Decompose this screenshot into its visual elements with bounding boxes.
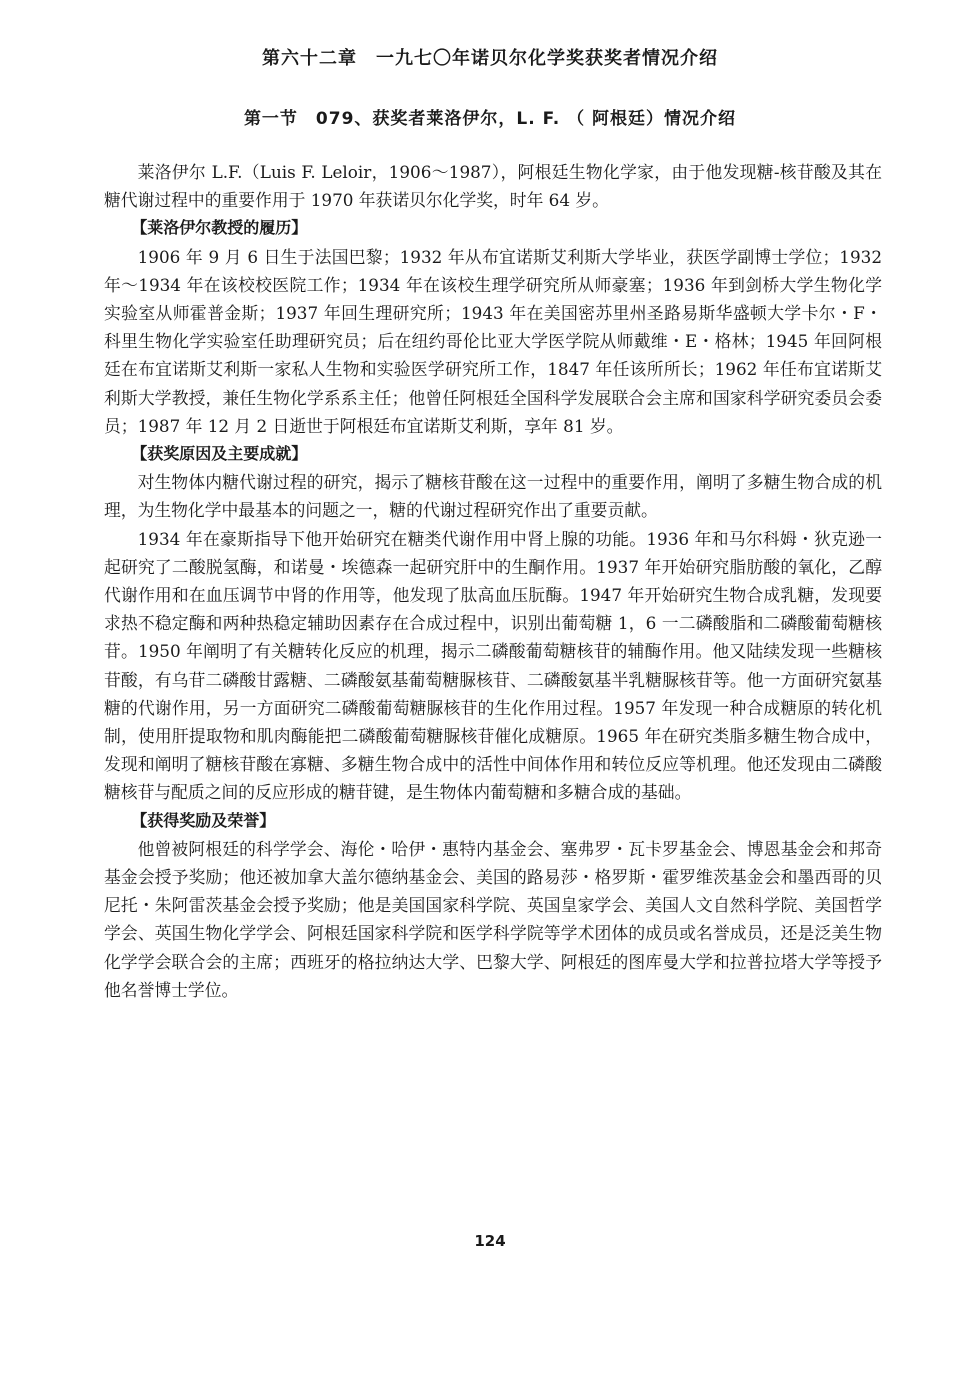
paragraph-achievements-detail: 1934 年在豪斯指导下他开始研究在糖类代谢作用中肾上腺的功能。1936 年和马尔科姆・狄克逊一起研究了二酸脱氢酶，和诺曼・埃德森一起研究肝中的生酮作用。1937 年开始研究脂肪酸的氧化，乙醇代谢作用和在血压调节中肾的作用等，他发现了肽高血压朊酶。1947 年开始研究生物合成乳糖，发现要求热不稳定酶和两种热稳定辅助因素存在合成过程中，识别出葡萄糖 1，6 一二磷酸脂和二磷酸葡萄糖核苷。1950 年阐明了有关糖转化反应的机理，揭示二磷酸葡萄糖核苷的辅酶作用。他又陆续发现一些糖核苷酸，有乌苷二磷酸甘露糖、二磷酸氨基葡萄糖脲核苷、二磷酸氨基半乳糖脲核苷等。他一方面研究氨基糖的代谢作用，另一方面研究二磷酸葡萄糖脲核苷的生化作用过程。1957 年发现一种合成糖原的转化机制，使用肝提取物和肌肉酶能把二磷酸葡萄糖脲核苷催化成糖原。1965 年在研究类脂多糖生物合成中，发现和阐明了糖核苷酸在寡糖、多糖生物合成中的活性中间体作用和转位反应等机理。他还发现由二磷酸糖核苷与配质之间的反应形成的糖苷键，是生物体内葡萄糖和多糖合成的基础。 — [104, 528, 882, 803]
heading-biography: 【莱洛伊尔教授的履历】 — [131, 218, 308, 238]
paragraph-biography: 1906 年 9 月 6 日生于法国巴黎；1932 年从布宜诺斯艾利斯大学毕业，获医学副博士学位；1932 年～1934 年在该校校医院工作；1934 年在该校生理学研究所从师豪塞；1936 年到剑桥大学生物化学实验室从师霍普金斯；1937 年回生理研究所；1943 年在美国密苏里州圣路易斯华盛顿大学卡尔・F・科里生物化学实验室任助理研究员；后在纽约哥伦比亚大学医学院从师戴维・E・格林；1945 年回阿根廷在布宜诺斯艾利斯一家私人生物和实验医学研究所工作，1847 年任该所所长；1962 年任布宜诺斯艾利斯大学教授，兼任生物化学系系主任；他曾任阿根廷全国科学发展联合会主席和国家科学研究委员会委员；1987 年 12 月 2 日逝世于阿根廷布宜诺斯艾利斯，享年 81 岁。 — [104, 246, 882, 436]
heading-achievements: 【获奖原因及主要成就】 — [131, 444, 308, 464]
heading-honors: 【获得奖励及荣誉】 — [131, 810, 276, 830]
section-title: 第一节 079、获奖者莱洛伊尔，L. F. （ 阿根廷）情况介绍 — [243, 109, 737, 129]
paragraph-achievements-summary: 对生物体内糖代谢过程的研究，揭示了糖核苷酸在这一过程中的重要作用，阐明了多糖生物合成的机理，为生物化学中最基本的问题之一，糖的代谢过程研究作出了重要贡献。 — [104, 472, 882, 521]
article-body — [104, 158, 882, 1004]
intro-paragraph: 莱洛伊尔 L.F.（Luis F. Leloir，1906～1987），阿根廷生物化学家，由于他发现糖-核苷酸及其在糖代谢过程中的重要作用于 1970 年获诺贝尔化学奖，时年 64 岁。 — [104, 162, 882, 211]
paragraph-honors: 他曾被阿根廷的科学学会、海伦・哈伊・惠特内基金会、塞弗罗・瓦卡罗基金会、博恩基金会和邦奇基金会授予奖励；他还被加拿大盖尔德纳基金会、美国的路易莎・格罗斯・霍罗维茨基金会和墨西哥的贝尼托・朱阿雷茨基金会授予奖励；他是美国国家科学院、英国皇家学会、美国人文自然科学院、美国哲学学会、英国生物化学学会、阿根廷国家科学院和医学科学院等学术团体的成员或名誉成员，还是泛美生物化学学会联合会的主席；西班牙的格拉纳达大学、巴黎大学、阿根廷的图库曼大学和拉普拉塔大学等授予他名誉博士学位。 — [104, 838, 882, 1000]
page-number: 124 — [474, 1232, 506, 1250]
chapter-title: 第六十二章 一九七〇年诺贝尔化学奖获奖者情况介绍 — [262, 48, 718, 69]
